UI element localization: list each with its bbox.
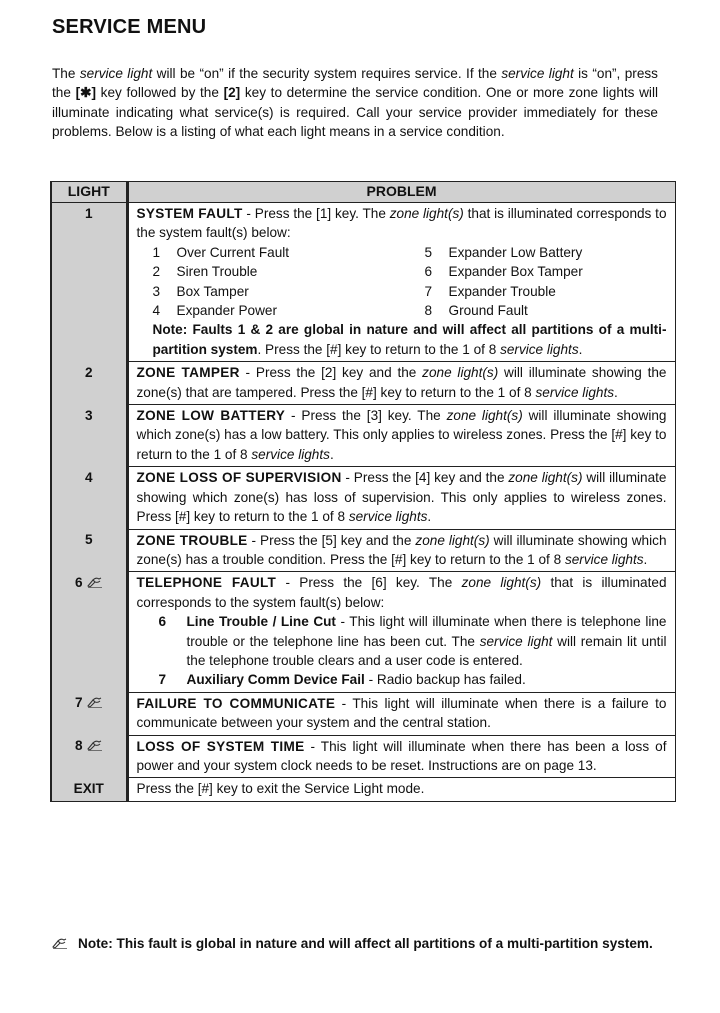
fault-item — [153, 262, 425, 281]
footer-note — [52, 934, 662, 953]
telephone-fault-number: 7 — [158, 672, 167, 688]
zone-light-term: zone light(s) — [422, 365, 499, 381]
telephone-fault-text — [187, 670, 667, 689]
table-row — [51, 735, 675, 778]
telephone-fault-item — [159, 612, 667, 670]
light-column-header: LIGHT — [51, 182, 127, 203]
fault-note-text: . — [578, 341, 583, 357]
service-light-table — [50, 181, 676, 802]
fault-number: 4 — [152, 303, 161, 319]
problem-text: - This light will illuminate when there has been a loss of power and your system clock needs to be reset. Instructions are on page 13. — [136, 738, 667, 773]
problem-heading: ZONE LOW BATTERY — [136, 408, 286, 424]
problem-description — [127, 572, 675, 692]
problem-text: will illuminate showing which zone(s) has loss of supervision. This only applies to wireless zones. Press [#] key to return to the 1 of 8 — [136, 470, 667, 525]
problem-text: - Press the [5] key and the — [247, 532, 416, 548]
light-number: 3 — [51, 405, 127, 467]
telephone-fault-text — [187, 612, 667, 670]
problem-description — [127, 735, 675, 778]
service-lights-term: service lights — [251, 446, 330, 462]
fault-label: Ground Fault — [448, 303, 528, 319]
problem-text: - This light will illuminate when there is a failure to communicate between your system and the central station. — [136, 695, 667, 731]
service-lights-term: service lights — [535, 384, 615, 400]
telephone-fault-desc: - Radio backup has failed. — [364, 672, 526, 688]
fault-number: 5 — [424, 244, 433, 260]
service-lights-term: service lights — [500, 341, 579, 357]
light-cell — [51, 692, 127, 735]
problem-text: - Press the [4] key and the — [341, 470, 509, 486]
fault-label: Expander Power — [176, 303, 277, 319]
table-row — [51, 362, 675, 405]
telephone-fault-label: Auxiliary Comm Device Fail — [186, 672, 365, 688]
footer-note-text: Note: This fault is global in nature and will affect all partitions of a multi-partition system. — [78, 936, 653, 951]
fault-note — [153, 320, 667, 359]
service-lights-term: service lights — [564, 551, 644, 567]
problem-text: that is illuminated corresponds to the system fault(s) below: — [136, 575, 667, 610]
writing-hand-icon — [52, 937, 68, 949]
problem-heading: ZONE TAMPER — [136, 365, 240, 381]
light-number: 6 — [74, 574, 83, 590]
problem-description — [127, 203, 675, 362]
fault-list — [153, 243, 667, 321]
light-number: 5 — [51, 529, 127, 572]
problem-text: that is illuminated corresponds to the system fault(s) below: — [136, 206, 667, 241]
fault-label: Expander Low Battery — [448, 244, 583, 260]
telephone-fault-label: Line Trouble / Line Cut — [186, 614, 336, 630]
fault-item — [425, 243, 685, 262]
table-row — [51, 778, 675, 801]
problem-text: will illuminate showing the zone(s) that are tampered. Press the [#] key to return to the 1 of 8 — [136, 365, 667, 400]
table-row — [51, 692, 675, 735]
page-title: SERVICE MENU — [52, 16, 207, 38]
fault-item — [425, 301, 685, 320]
problem-description: Press the [#] key to exit the Service Light mode. — [127, 778, 675, 801]
problem-text: - Press the [3] key. The — [285, 408, 447, 424]
telephone-fault-desc: - This light will illuminate when there is telephone line trouble or the telephone line has been cut. The — [186, 614, 667, 649]
problem-text: . — [427, 509, 432, 525]
problem-heading: SYSTEM FAULT — [136, 206, 243, 221]
fault-label: Expander Trouble — [448, 283, 556, 299]
light-number: 8 — [74, 738, 83, 754]
fault-item — [153, 243, 425, 262]
intro-service-light-term: service light — [501, 66, 574, 81]
fault-item — [425, 262, 685, 281]
zone-light-term: zone light(s) — [389, 206, 464, 221]
problem-text: - Press the [1] key. The — [242, 206, 390, 221]
intro-text: The — [52, 66, 80, 81]
fault-note-bold: Note: Faults 1 & 2 are global in nature and will affect all partitions of a multi-partition system — [152, 322, 667, 357]
fault-note-text: . Press the [#] key to return to the 1 of 8 — [257, 341, 501, 357]
fault-number: 3 — [152, 283, 161, 299]
fault-number: 2 — [152, 264, 161, 280]
intro-text: key followed by the — [96, 85, 224, 101]
writing-hand-icon — [87, 696, 103, 708]
problem-column-header: PROBLEM — [127, 182, 675, 203]
table-header-row — [51, 182, 675, 203]
intro-text: key to determine the service condition. One or more zone lights will illuminate indicating what service(s) is required. Call your service provider immediately for these problems. Below is a listing of what each light means in a service condition. — [52, 85, 658, 140]
problem-heading: ZONE LOSS OF SUPERVISION — [136, 470, 342, 486]
fault-label: Siren Trouble — [176, 264, 258, 280]
problem-heading: FAILURE TO COMMUNICATE — [136, 695, 336, 711]
problem-text: will illuminate showing which zone(s) has a trouble condition. Press the [#] key to return to the 1 of 8 — [136, 532, 667, 567]
problem-text: will illuminate showing which zone(s) has a low battery. This only applies to wireless zones. Press the [#] key to return to the 1 of 8 — [136, 408, 667, 462]
zone-light-term: zone light(s) — [508, 470, 583, 486]
service-lights-term: service lights — [348, 509, 428, 525]
fault-number: 1 — [152, 244, 161, 260]
problem-text: - Press the [6] key. The — [276, 575, 462, 591]
table-row — [51, 203, 675, 362]
problem-heading: TELEPHONE FAULT — [136, 575, 277, 591]
problem-text: . — [614, 384, 618, 400]
problem-description — [127, 467, 675, 529]
writing-hand-icon — [87, 576, 103, 588]
problem-description — [127, 692, 675, 735]
fault-label: Box Tamper — [176, 283, 249, 299]
telephone-fault-number: 6 — [158, 614, 167, 630]
writing-hand-icon — [87, 739, 103, 751]
fault-item — [153, 301, 425, 320]
fault-label: Over Current Fault — [176, 244, 290, 260]
two-key-ref: [2] — [223, 85, 241, 101]
intro-text: is “on”, press the — [52, 66, 658, 101]
zone-light-term: zone light(s) — [461, 575, 542, 591]
fault-item — [153, 282, 425, 301]
problem-description — [127, 362, 675, 405]
table-row — [51, 467, 675, 529]
telephone-fault-desc: will remain lit until the telephone trouble clears and a user code is entered. — [186, 633, 667, 668]
fault-number: 6 — [424, 264, 433, 280]
problem-heading: ZONE TROUBLE — [136, 532, 248, 548]
fault-number: 8 — [424, 303, 433, 319]
problem-heading: LOSS OF SYSTEM TIME — [136, 738, 305, 754]
problem-text: - Press the [2] key and the — [239, 365, 423, 381]
table-row — [51, 572, 675, 692]
service-light-term: service light — [479, 633, 553, 649]
table-row — [51, 405, 675, 467]
telephone-fault-item — [159, 670, 667, 689]
light-number: 2 — [51, 362, 127, 405]
fault-label: Expander Box Tamper — [448, 264, 583, 280]
intro-paragraph — [52, 64, 658, 142]
light-number: EXIT — [51, 778, 127, 801]
problem-text: . — [329, 446, 334, 462]
light-cell — [51, 572, 127, 692]
light-number: 4 — [51, 467, 127, 529]
intro-text: will be “on” if the security system requires service. If the — [152, 66, 502, 81]
star-key-ref: [✱] — [75, 85, 97, 101]
problem-description — [127, 405, 675, 467]
fault-number: 7 — [424, 283, 433, 299]
table-row — [51, 529, 675, 572]
light-number: 1 — [51, 203, 127, 362]
light-cell — [51, 735, 127, 778]
problem-text: . — [643, 551, 648, 567]
light-number: 7 — [74, 695, 83, 711]
zone-light-term: zone light(s) — [415, 532, 490, 548]
problem-description — [127, 529, 675, 572]
zone-light-term: zone light(s) — [446, 408, 523, 424]
fault-item — [425, 282, 685, 301]
intro-service-light-term: service light — [79, 66, 153, 81]
